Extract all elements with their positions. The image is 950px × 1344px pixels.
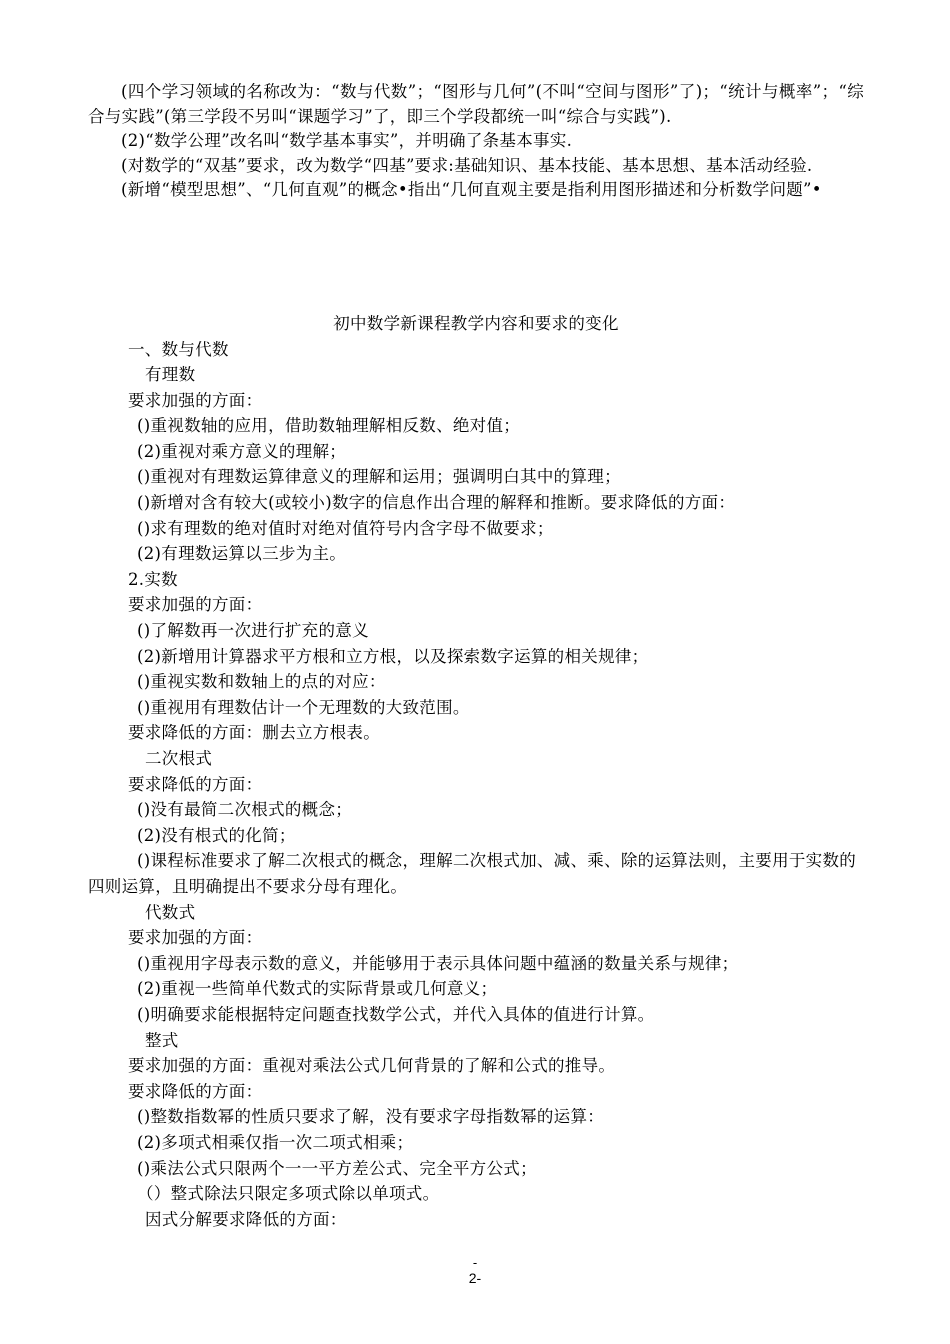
list-item: ()求有理数的绝对值时对绝对值符号内含字母不做要求； [137, 518, 554, 538]
list-item: （）整式除法只限定多项式除以单项式。 [137, 1184, 440, 1204]
intro-paragraph-1: (四个学习领域的名称改为：“数与代数”；“图形与几何”(不叫“空间与图形”了)；“统计与概率”；“综合与实践”(第三学段不另叫“课题学习”了，即三个学段都统一叫“综合与实践”). [88, 82, 864, 126]
list-item: ()整数指数幂的性质只要求了解，没有要求字母指数幂的运算： [137, 1107, 605, 1127]
label-strengthened: 要求加强的方面： [128, 390, 263, 410]
list-item: ()了解数再一次进行扩充的意义 [137, 621, 369, 641]
intro-paragraph-4: (新增“模型思想”、“几何直观”的概念•指出“几何直观主要是指利用图形描述和分析数学问题”• [121, 180, 822, 199]
label-reduced: 要求降低的方面： [128, 1081, 263, 1101]
list-item: (2)没有根式的化简； [137, 825, 296, 845]
label-reduced: 要求降低的方面：删去立方根表。 [128, 723, 380, 743]
page-number: 2- [468, 1270, 482, 1286]
label-strengthened: 要求加强的方面：重视对乘法公式几何背景的了解和公式的推导。 [128, 1056, 616, 1076]
subheading-real-numbers: 2.实数 [128, 569, 178, 589]
section-title: 初中数学新课程教学内容和要求的变化 [333, 314, 619, 333]
list-item: ()新增对含有较大(或较小)数字的信息作出合理的解释和推断。要求降低的方面： [137, 493, 736, 513]
list-item: ()乘法公式只限两个一一平方差公式、完全平方公式； [137, 1158, 537, 1178]
list-item: ()重视对有理数运算律意义的理解和运用；强调明白其中的算理； [137, 467, 621, 487]
label-strengthened: 要求加强的方面： [128, 928, 263, 948]
subheading-polynomials: 整式 [145, 1030, 179, 1050]
label-strengthened: 要求加强的方面： [128, 595, 263, 615]
footer-dash: - [472, 1255, 478, 1270]
subheading-algebraic-expressions: 代数式 [145, 902, 196, 922]
list-item: ()重视实数和数轴上的点的对应： [137, 672, 386, 692]
label-reduced: 要求降低的方面： [128, 774, 263, 794]
subheading-rational-numbers: 有理数 [145, 365, 196, 385]
list-item: ()课程标准要求了解二次根式的概念，理解二次根式加、减、乘、除的运算法则，主要用于实数的四则运算，且明确提出不要求分母有理化。 [88, 851, 857, 896]
list-item: (2)多项式相乘仅指一次二项式相乘； [137, 1132, 414, 1152]
list-item: ()明确要求能根据特定问题查找数学公式，并代入具体的值进行计算。 [137, 1004, 655, 1024]
list-item: ()重视用字母表示数的意义，并能够用于表示具体问题中蕴涵的数量关系与规律； [137, 953, 739, 973]
list-item: (2)有理数运算以三步为主。 [137, 544, 347, 564]
list-item: (2)新增用计算器求平方根和立方根，以及探索数字运算的相关规律； [137, 646, 649, 666]
list-item: ()重视数轴的应用，借助数轴理解相反数、绝对值； [137, 416, 521, 436]
section-content [88, 312, 864, 1232]
list-item: (2)重视一些简单代数式的实际背景或几何意义； [137, 979, 498, 999]
list-item: (2)重视对乘方意义的理解； [137, 441, 347, 461]
subheading-factorization: 因式分解要求降低的方面： [145, 1209, 347, 1229]
list-item: ()重视用有理数估计一个无理数的大致范围。 [137, 697, 470, 717]
intro-paragraph-3: (对数学的“双基”要求，改为数学“四基”要求:基础知识、基本技能、基本思想、基本活动经验. [121, 155, 813, 175]
subheading-quadratic-radicals: 二次根式 [145, 749, 213, 768]
intro-paragraph-2: (2)“数学公理”改名叫“数学基本事实”，并明确了条基本事实. [121, 131, 573, 150]
list-item: ()没有最简二次根式的概念； [137, 800, 353, 820]
heading-number-algebra: 一、数与代数 [128, 339, 229, 359]
intro-block [88, 80, 864, 203]
